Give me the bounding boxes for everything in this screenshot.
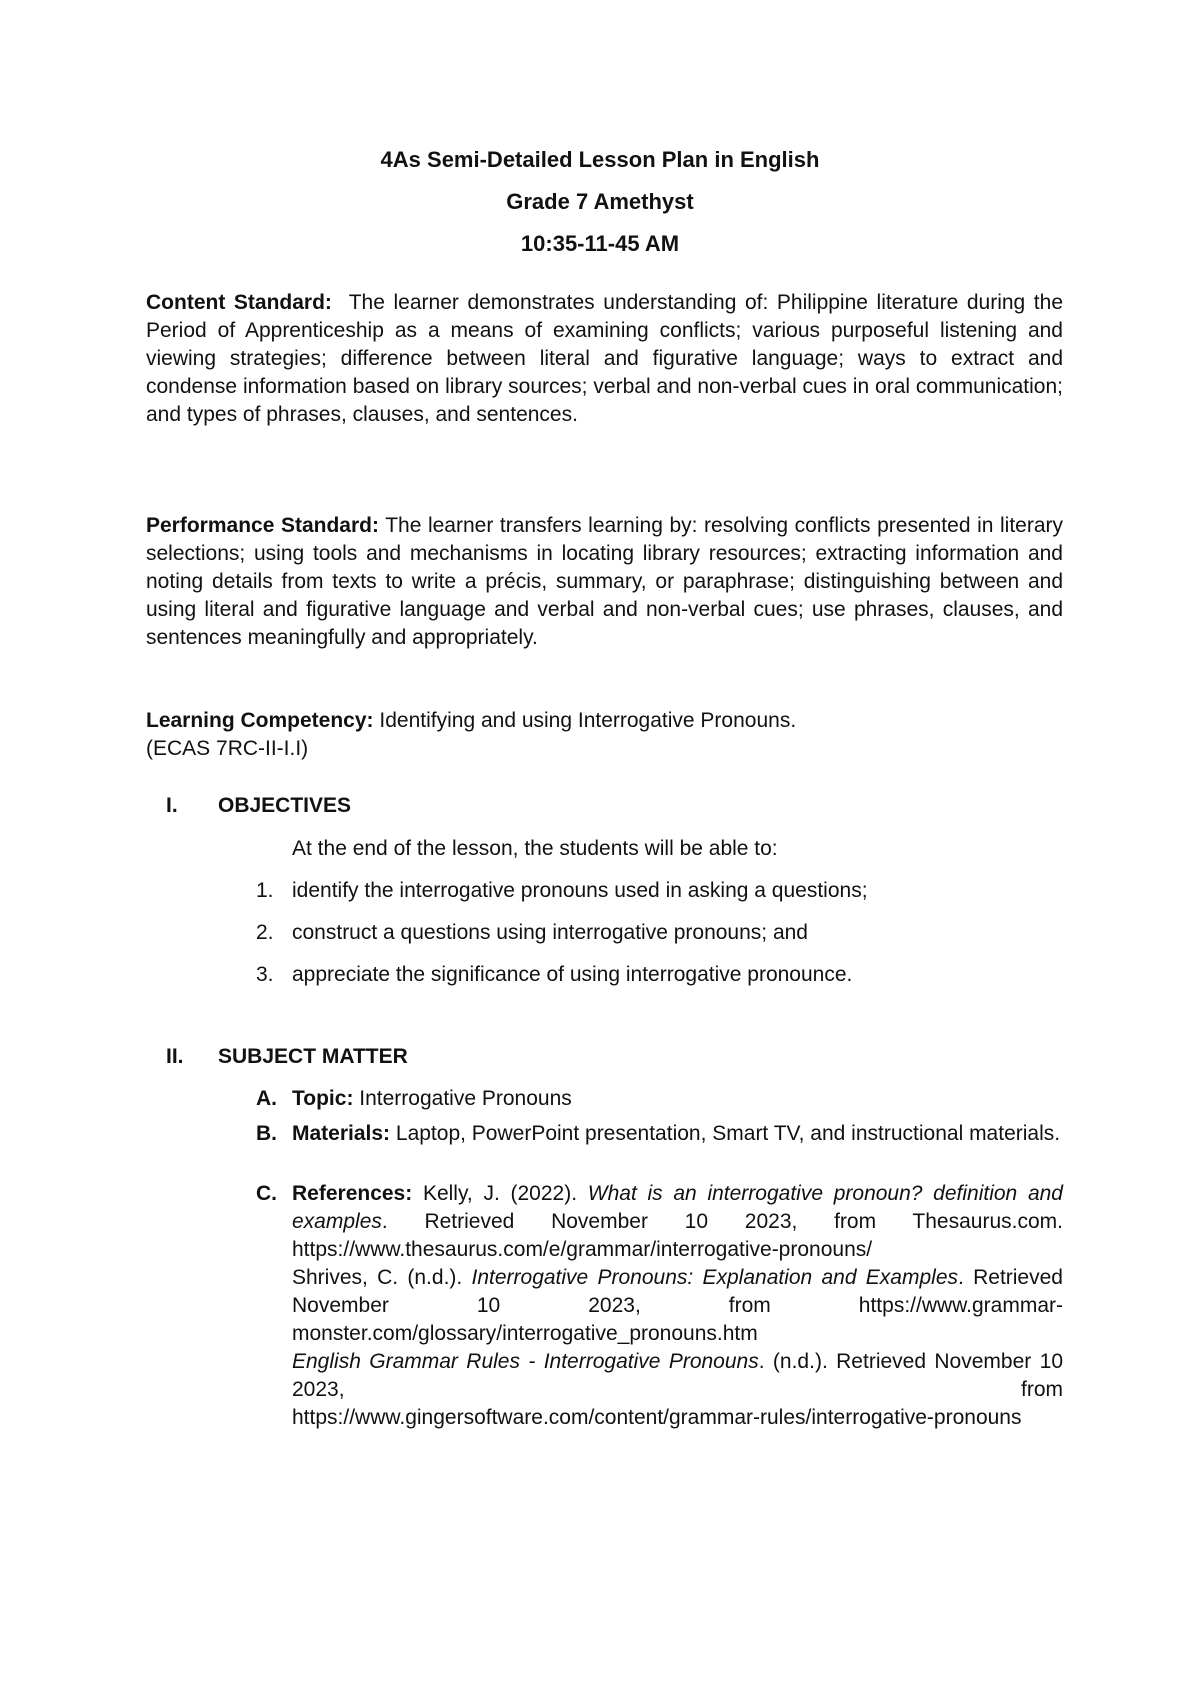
topic-letter: A.: [256, 1087, 277, 1110]
list-item: [256, 961, 1076, 1003]
list-number: 1.: [256, 879, 274, 902]
content-standard-text: The learner demonstrates understanding of: Philippine literature during the Period of Apprenticeship as a means of examining conflicts; various purposeful listening and viewing strategies; difference between literal and figurative language; ways to extract and condense information based on library sources; verbal and non-verbal cues in oral communication; and types of phrases, clauses, and sentences.: [146, 291, 1063, 426]
reference-source: . Retrieved November 10 2023, from https://www.grammar-monster.com/glossary/interrogative_pronouns.htm: [292, 1266, 1063, 1345]
list-item: [256, 877, 1076, 919]
reference-source: . (n.d.). Retrieved November 10 2023, from: [292, 1350, 1063, 1401]
objectives-numeral: I.: [166, 794, 178, 817]
reference-ginger: [292, 1348, 1063, 1404]
list-text: construct a questions using interrogative pronouns; and: [292, 921, 808, 944]
reference-author: Shrives, C. (n.d.).: [292, 1266, 463, 1289]
materials-label: Materials:: [292, 1122, 391, 1145]
materials-item: [256, 1117, 1063, 1151]
references-item: [256, 1180, 1063, 1432]
competency-code: (ECAS 7RC-II-I.I): [146, 737, 309, 760]
objectives-intro: At the end of the lesson, the students will be able to:: [292, 837, 778, 860]
subject-matter-numeral: II.: [166, 1045, 184, 1068]
topic-text: Interrogative Pronouns: [359, 1087, 572, 1110]
content-standard-label: Content Standard:: [146, 291, 332, 314]
references-label: References:: [292, 1182, 413, 1205]
objectives-title: OBJECTIVES: [218, 794, 352, 817]
list-text: appreciate the significance of using interrogative pronounce.: [292, 963, 853, 986]
content-standard: [146, 289, 1063, 429]
class-time: 10:35-11-45 AM: [520, 231, 680, 256]
materials-text: Laptop, PowerPoint presentation, Smart TV, and instructional materials.: [395, 1122, 1061, 1145]
grade-section: Grade 7 Amethyst: [506, 189, 694, 214]
performance-standard-label: Performance Standard:: [146, 514, 379, 537]
reference-title: What is an interrogative pronoun? definition and examples: [292, 1182, 1063, 1233]
topic-item: [256, 1085, 1063, 1113]
performance-standard: [146, 512, 1063, 652]
reference-author: Kelly, J. (2022).: [422, 1182, 578, 1205]
reference-kelly: [292, 1180, 1063, 1264]
topic-label: Topic:: [292, 1087, 354, 1110]
materials-letter: B.: [256, 1122, 277, 1145]
list-number: 3.: [256, 963, 274, 986]
references-letter: C.: [256, 1182, 277, 1205]
performance-standard-text: The learner transfers learning by: resolving conflicts presented in literary selections; using tools and mechanisms in locating library resources; extracting information and noting details from texts to write a précis, summary, or paraphrase; distinguishing between and using literal and figurative language and verbal and non-verbal cues; use phrases, clauses, and sentences meaningfully and appropriately.: [146, 514, 1063, 649]
objectives-list: [256, 877, 1076, 1003]
list-text: identify the interrogative pronouns used in asking a questions;: [292, 879, 868, 902]
list-item: [256, 919, 1076, 961]
reference-source: . Retrieved November 10 2023, from Thesaurus.com. https://www.thesaurus.com/e/grammar/interrogative-pronouns/: [292, 1210, 1063, 1261]
document-title: 4As Semi-Detailed Lesson Plan in English: [380, 147, 820, 172]
document-header: [0, 146, 1200, 272]
learning-competency-text: Identifying and using Interrogative Pronouns.: [379, 709, 797, 732]
list-number: 2.: [256, 921, 274, 944]
reference-title: English Grammar Rules - Interrogative Pronouns: [292, 1350, 759, 1373]
learning-competency: [146, 707, 1063, 763]
reference-url: https://www.gingersoftware.com/content/grammar-rules/interrogative-pronouns: [292, 1406, 1022, 1429]
learning-competency-label: Learning Competency:: [146, 709, 374, 732]
reference-title: Interrogative Pronouns: Explanation and Examples: [471, 1266, 958, 1289]
subject-matter-title: SUBJECT MATTER: [218, 1045, 408, 1068]
subject-matter-heading: [166, 1043, 408, 1071]
objectives-heading: [166, 792, 351, 820]
reference-shrives: [292, 1264, 1063, 1348]
